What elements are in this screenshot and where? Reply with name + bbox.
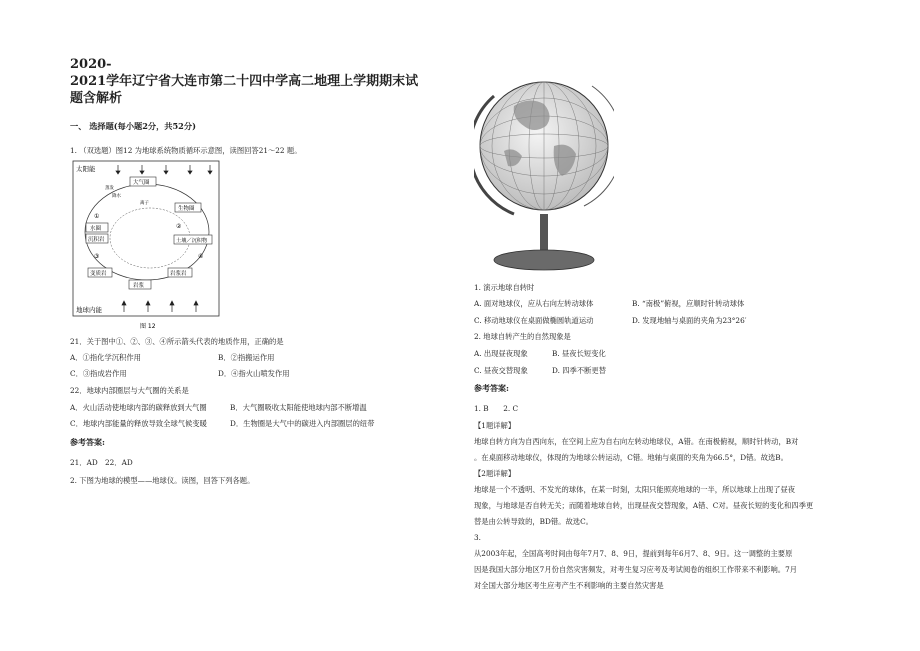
circle-1: ① bbox=[94, 213, 100, 220]
detail-1-label: 【1题详解】 bbox=[474, 421, 516, 430]
answer-label-1: 参考答案: bbox=[70, 437, 105, 447]
answer-label-2: 参考答案: bbox=[474, 383, 509, 393]
q22-option-a: A．火山活动使地球内部的碳释放到大气圈 bbox=[70, 403, 207, 412]
detail-1-line-2: 。在桌面移动地球仪，体现的为地球公转运动，C错。地轴与桌面的夹角为66.5°，D错。故选B。 bbox=[474, 453, 788, 462]
q2-intro: 2. 下图为地球的模型——地球仪。读图，回答下列各题。 bbox=[70, 476, 255, 485]
title-line-2: 2021学年辽宁省大连市第二十四中学高二地理上学期期末试 bbox=[70, 74, 419, 89]
circle-3: ③ bbox=[94, 253, 100, 260]
detail-1-line-1: 地球自转方向为自西向东，在空间上应为自右向左转动地球仪，A错。在南极俯视，顺时针转动，B对 bbox=[474, 437, 799, 446]
q21-option-a: A．①指化学沉积作用 bbox=[70, 353, 141, 362]
sedimentary-rock-box: 沉积岩 bbox=[88, 237, 105, 243]
precipitation-label: 降水 bbox=[112, 194, 121, 199]
up-arrows bbox=[122, 301, 198, 312]
q3-line-3: 对全国大部分地区考生应考产生不利影响的主要自然灾害是 bbox=[474, 581, 664, 590]
right-q2-option-b: B. 昼夜长短变化 bbox=[552, 349, 606, 358]
title-line-1: 2020- bbox=[70, 57, 112, 72]
detail-2-line-1: 地球是一个不透明、不发光的球体，在某一时刻，太阳只能照亮地球的一半，所以地球上出现了昼夜 bbox=[474, 485, 796, 494]
earth-internal-energy-label: 地球内能 bbox=[76, 306, 102, 314]
magma-box: 岩浆 bbox=[133, 283, 145, 289]
detail-2-line-2: 现象，与地球是否自转无关；而随着地球自转，出现昼夜交替现象，A错、C对。昼夜长短的变化和四季更 bbox=[474, 501, 814, 510]
q21-option-d: D．④指火山喷发作用 bbox=[218, 369, 290, 378]
right-q2-stem: 2. 地球自转产生的自然现象是 bbox=[474, 332, 571, 341]
metamorphic-rock-box: 变质岩 bbox=[90, 271, 107, 277]
right-q1-option-d: D. 发现地轴与桌面的夹角为23°26′ bbox=[632, 316, 747, 325]
right-q2-option-a: A. 出现昼夜现象 bbox=[474, 349, 528, 358]
right-q1-option-c: C. 移动地球仪在桌面做椭圆轨道运动 bbox=[474, 316, 594, 325]
q3-number: 3. bbox=[474, 533, 481, 542]
q3-line-1: 从2003年起，全国高考时间由每年7月7、8、9日，提前到每年6月7、8、9日。这一调整的主要原 bbox=[474, 549, 793, 558]
right-q1-option-b: B. “南极”俯视，应顺时针转动球体 bbox=[632, 299, 745, 308]
right-q2-option-d: D. 四季不断更替 bbox=[552, 366, 607, 375]
right-q2-option-c: C. 昼夜交替现象 bbox=[474, 366, 528, 375]
hydrosphere-box: 水圈 bbox=[90, 226, 102, 232]
igneous-rock-box: 岩浆岩 bbox=[170, 271, 187, 277]
title-line-3: 题含解析 bbox=[70, 91, 123, 106]
answer-2: 1. B 2. C bbox=[474, 404, 519, 413]
detail-2-line-3: 替是由公转导致的，BD错。故选C。 bbox=[474, 517, 593, 526]
q22-option-b: B．大气圈吸收太阳能使地球内部不断增温 bbox=[230, 403, 367, 412]
ion-label: 离子 bbox=[140, 201, 149, 206]
earth-cycle-diagram bbox=[72, 160, 222, 332]
q3-line-2: 因是我国大部分地区7月份自然灾害频发，对考生复习应考及考试阅卷的组织工作带来不利影响。7月 bbox=[474, 565, 798, 574]
section-heading: 一、 选择题(每小题2分，共52分) bbox=[70, 121, 196, 131]
globe-illustration bbox=[474, 56, 614, 276]
biosphere-box: 生物圈 bbox=[178, 206, 195, 212]
evaporation-label: 蒸发 bbox=[105, 186, 114, 191]
circle-2: ② bbox=[176, 223, 182, 230]
q22-option-c: C．地球内部能量的释放导致全球气候变暖 bbox=[70, 419, 207, 428]
q22-option-d: D．生物圈是大气中的碳进入内部圈层的纽带 bbox=[230, 419, 375, 428]
right-q1-stem: 1. 演示地球自转时 bbox=[474, 283, 535, 292]
q21-option-b: B．②指搬运作用 bbox=[218, 353, 275, 362]
circle-4: ④ bbox=[198, 253, 204, 260]
soil-box: 土壤／沉积物 bbox=[176, 238, 208, 244]
down-arrows bbox=[116, 165, 212, 174]
atmosphere-box: 大气圈 bbox=[133, 180, 150, 186]
q22-stem: 22．地球内部圈层与大气圈的关系是 bbox=[70, 386, 189, 395]
q21-stem: 21．关于图中①、②、③、④所示箭头代表的地质作用，正确的是 bbox=[70, 337, 284, 346]
q21-option-c: C．③指成岩作用 bbox=[70, 369, 127, 378]
solar-energy-label: 太阳能 bbox=[76, 165, 96, 173]
figure-label: 图 12 bbox=[140, 323, 156, 330]
q1-intro: 1. （双选题）图12 为地球系统物质循环示意图，读图回答21～22 题。 bbox=[70, 146, 302, 155]
detail-2-label: 【2题详解】 bbox=[474, 469, 516, 478]
answer-1: 21．AD 22．AD bbox=[70, 458, 133, 467]
right-q1-option-a: A. 面对地球仪，应从右向左转动球体 bbox=[474, 299, 594, 308]
